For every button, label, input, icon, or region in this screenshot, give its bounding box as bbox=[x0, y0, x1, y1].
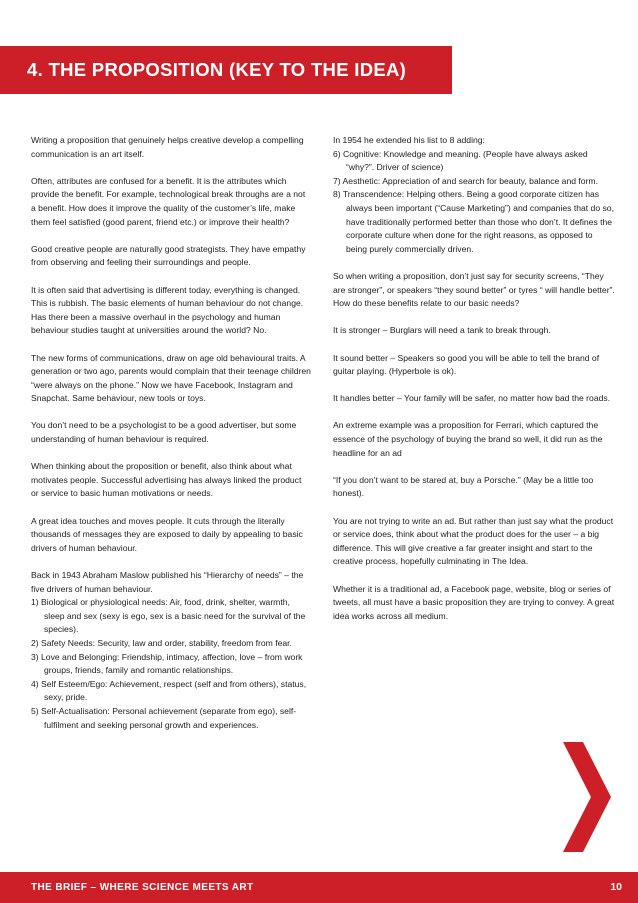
page-title: 4. THE PROPOSITION (KEY TO THE IDEA) bbox=[0, 46, 452, 94]
chevron-right-icon bbox=[563, 742, 611, 852]
paragraph: It is often said that advertising is different today, everything is changed. This is rubbish. The basic elements of human behaviour do not change. Has there been a massive overhaul in the psychology and human behaviour studies taught at universities around the world? No. bbox=[31, 284, 304, 336]
list-item: 2) Safety Needs: Security, law and order, stability, freedom from fear. bbox=[31, 637, 292, 648]
list-item: 5) Self-Actualisation: Personal achievement (separate from ego), self-fulfilment and seeking personal growth and experiences. bbox=[31, 705, 297, 730]
footer bbox=[0, 872, 638, 903]
paragraph: So when writing a proposition, don’t just say for security screens, “They are stronger”, or speakers “they sound better” or tyres “ will handle better”. How do these benefits relate to our basic needs? bbox=[333, 270, 615, 309]
list-item: 8) Transcendence: Helping others. Being a good corporate citizen has always been important (“Cause Marketing”) and companies that do so, have traditionally performed better than those who don’t. It defines the corporate culture when done for the right reasons, as opposed to being purely commercially driven. bbox=[333, 189, 614, 254]
paragraph: Back in 1943 Abraham Maslow published his “Hierarchy of needs” – the five drivers of human behaviour. bbox=[31, 570, 304, 594]
extended-needs-list bbox=[333, 148, 615, 257]
paragraph: You don’t need to be a psychologist to be a good advertiser, but some understanding of human behaviour is required. bbox=[31, 420, 297, 445]
paragraph: It is stronger – Burglars will need a tank to break through. bbox=[333, 325, 551, 336]
paragraph: It handles better – Your family will be safer, no matter how bad the roads. bbox=[333, 393, 611, 404]
list-item: 4) Self Esteem/Ego: Achievement, respect (self and from others), status, sexy, pride. bbox=[31, 678, 307, 703]
paragraph: Often, attributes are confused for a benefit. It is the attributes which provide the benefit. For example, technological break throughs are a not a benefit. How does it improve the quality of the customer’s life, make them feel satisfied (good parent, friend etc.) or improve their health? bbox=[31, 175, 306, 227]
page-number: 10 bbox=[610, 881, 622, 893]
maslow-needs-list bbox=[31, 596, 311, 732]
right-column bbox=[333, 134, 615, 637]
paragraph: A great idea touches and moves people. It cuts through the literally thousands of messages they are exposed to daily by appealing to basic drivers of human behaviour. bbox=[31, 515, 303, 553]
paragraph: An extreme example was a proposition for Ferrari, which captured the essence of the psychology of buying the brand so well, it did run as the headline for an ad bbox=[333, 420, 603, 458]
paragraph: “If you don’t want to be stared at, buy a Porsche.” (May be a little too honest). bbox=[333, 474, 594, 499]
list-item: 3) Love and Belonging: Friendship, intimacy, affection, love – from work groups, friends, family and romantic relationships. bbox=[31, 651, 303, 676]
list-item: 6) Cognitive: Knowledge and meaning. (People have always asked “why?”. Driver of science) bbox=[333, 148, 588, 173]
paragraph: It sound better – Speakers so good you will be able to tell the brand of guitar playing. (Hyperbole is ok). bbox=[333, 352, 600, 377]
paragraph: Whether it is a traditional ad, a Facebook page, website, blog or series of tweets, all must have a basic proposition they are trying to convey. A great idea works across all medium. bbox=[333, 583, 615, 621]
list-item: 1) Biological or physiological needs: Air, food, drink, shelter, warmth, sleep and sex (sexy is ego, sex is a basic need for the survival of the species). bbox=[31, 597, 306, 635]
paragraph: You are not trying to write an ad. But rather than just say what the product or service does, think about what the product does for the user – a big difference. This will give creative a far greater insight and start to the creative process, hopefully culminating in The Idea. bbox=[333, 515, 614, 567]
paragraph: When thinking about the proposition or benefit, also think about what motivates people. Successful advertising has always linked the product or service to basic human motivations or needs. bbox=[31, 461, 302, 499]
paragraph: The new forms of communications, draw on age old behavioural traits. A generation or two ago, parents would complain that their teenage children “were always on the phone.” Now we have Facebook, Instagram and Snapchat. Same behaviour, new tools or toys. bbox=[31, 352, 311, 404]
list-item: 7) Aesthetic: Appreciation of and search for beauty, balance and form. bbox=[333, 175, 598, 186]
left-column bbox=[31, 134, 311, 746]
paragraph: Good creative people are naturally good strategists. They have empathy from observing and feeling their surroundings and people. bbox=[31, 243, 306, 268]
footer-title: THE BRIEF – WHERE SCIENCE MEETS ART bbox=[31, 882, 254, 893]
paragraph: Writing a proposition that genuinely helps creative develop a compelling communication is an art itself. bbox=[31, 135, 304, 159]
paragraph: In 1954 he extended his list to 8 adding: bbox=[333, 135, 485, 145]
